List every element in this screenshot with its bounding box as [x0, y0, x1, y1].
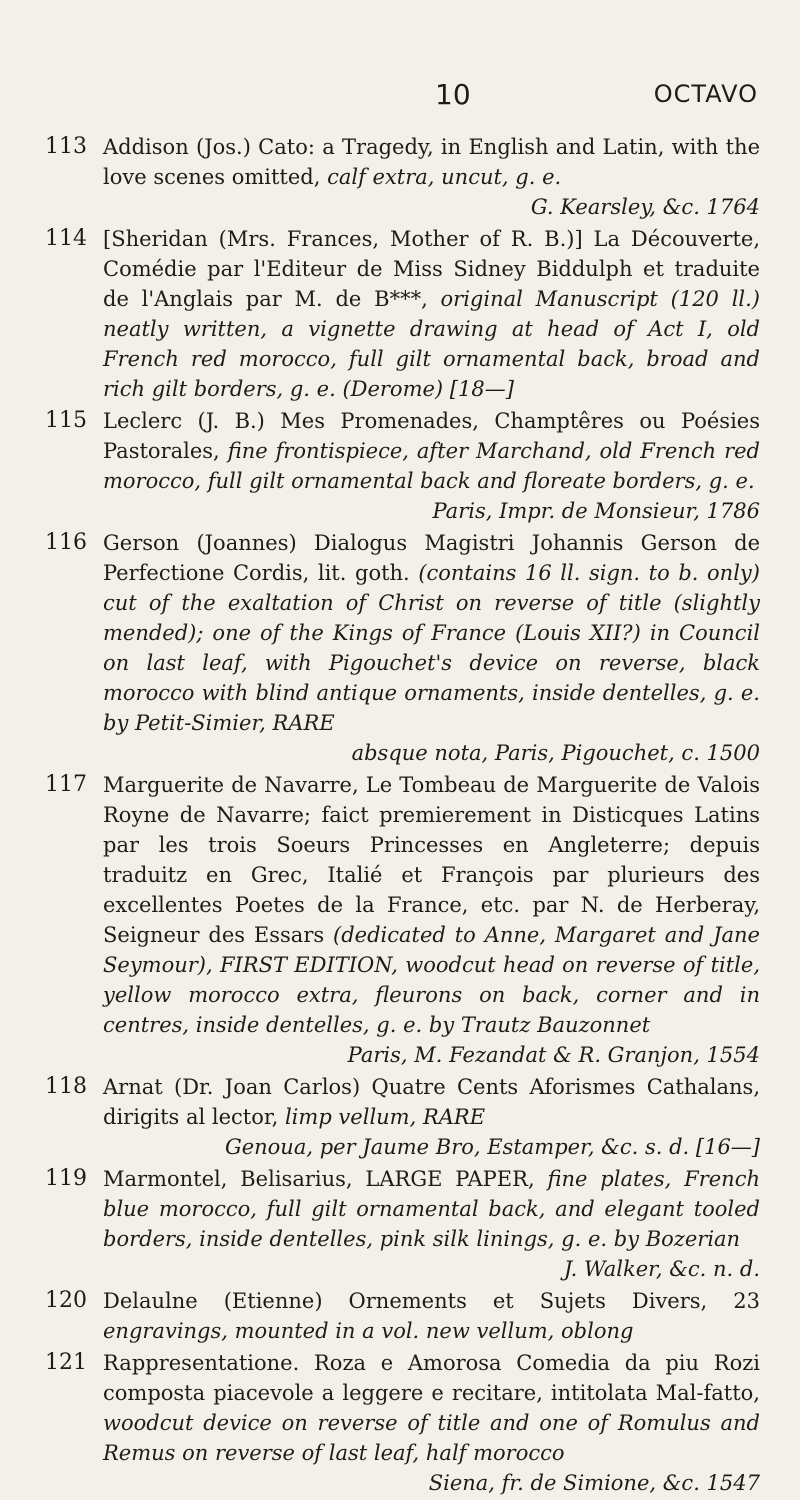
- lot-details: original Manuscript (120 ll.) neatly written, a vignette drawing at head of Act I, old French red morocco, full gilt ornamental back, broad and rich gilt borders, g. e. (Derome) [18—]: [103, 287, 760, 401]
- lot-description: [103, 224, 760, 404]
- lot-details: fine plates, French blue morocco, full gilt ornamental back, and elegant tooled borders, inside dentelles, pink silk linings, g. e. by Bozerian: [103, 1167, 760, 1251]
- lot-title: Marmontel, Belisarius, LARGE PAPER,: [103, 1167, 535, 1191]
- lot-description: [103, 406, 760, 496]
- lot-title: Arnat (Dr. Joan Carlos) Quatre Cents Aforismes Cathalans, dirigits al lector,: [103, 1075, 760, 1129]
- lot-title: Gerson (Joannes) Dialogus Magistri Johannis Gerson de Perfectione Cordis, lit. goth.: [103, 531, 760, 585]
- lot-title: Marguerite de Navarre, Le Tombeau de Marguerite de Valois Royne de Navarre; faict premierement in Disticques Latins par les trois Soeurs Princesses en Angleterre; depuis traduitz en Grec, Italié et François par plurieurs des excellentes Poetes de la France, etc. par N. de Herberay, Seigneur des Essars: [103, 773, 760, 947]
- lot-details: (contains 16 ll. sign. to b. only) cut of the exaltation of Christ on reverse of title (slightly mended); one of the Kings of France (Louis XII?) in Council on last leaf, with Pigouchet's device on reverse, black morocco with blind antique ornaments, inside dentelles, g. e. by Petit-Simier, RARE: [103, 561, 760, 735]
- lot-title: Addison (Jos.) Cato: a Tragedy, in English and Latin, with the love scenes omitted,: [103, 135, 760, 189]
- lot-imprint: G. Kearsley, &c. 1764: [530, 195, 760, 219]
- lot-description: [103, 1164, 760, 1254]
- lot-details: limp vellum, RARE: [284, 1105, 486, 1129]
- lot-number: 118: [45, 1074, 87, 1099]
- page-number: 10: [435, 78, 471, 111]
- lot-imprint: Siena, fr. de Simione, &c. 1547: [428, 1471, 760, 1495]
- section-title: OCTAVO: [653, 80, 758, 108]
- lot-entry-114: [0, 224, 800, 404]
- lot-number: 113: [45, 134, 87, 159]
- lot-number: 117: [45, 772, 87, 797]
- lot-imprint: J. Walker, &c. n. d.: [563, 1257, 760, 1281]
- lot-description: [103, 528, 760, 738]
- lot-entry-115: [0, 406, 800, 526]
- lot-number: 115: [45, 408, 87, 433]
- lot-entry-118: [0, 1072, 800, 1162]
- lot-entry-113: [0, 132, 800, 222]
- lot-number: 120: [45, 1288, 87, 1313]
- lot-details: fine frontispiece, after Marchand, old French red morocco, full gilt ornamental back and floreate borders, g. e.: [103, 439, 760, 493]
- lot-details: calf extra, uncut, g. e.: [327, 165, 562, 189]
- lot-title: Rappresentatione. Roza e Amorosa Comedia da piu Rozi composta piacevole a leggere e recitare, intitolata Mal-fatto,: [103, 1351, 760, 1405]
- lot-entry-119: [0, 1164, 800, 1284]
- lot-details: (dedicated to Anne, Margaret and Jane Seymour), FIRST EDITION, woodcut head on reverse of title, yellow morocco extra, fleurons on back, corner and in centres, inside dentelles, g. e. by Trautz Bauzonnet: [103, 923, 760, 1037]
- lot-number: 116: [45, 530, 87, 555]
- lot-description: [103, 1286, 760, 1346]
- lot-description: [103, 770, 760, 1040]
- lot-entry-120: [0, 1286, 800, 1346]
- lot-details: woodcut device on reverse of title and one of Romulus and Remus on reverse of last leaf, half morocco: [103, 1411, 760, 1465]
- lot-description: [103, 132, 760, 192]
- lot-description: [103, 1072, 760, 1132]
- lot-imprint: Paris, Impr. de Monsieur, 1786: [432, 499, 760, 523]
- lot-number: 114: [45, 226, 87, 251]
- lot-number: 121: [45, 1350, 87, 1375]
- lot-entry-121: [0, 1348, 800, 1498]
- lot-description: [103, 1348, 760, 1468]
- lot-list: [0, 132, 800, 1500]
- lot-title: Leclerc (J. B.) Mes Promenades, Champtêres ou Poésies Pastorales,: [103, 409, 760, 463]
- lot-entry-116: [0, 528, 800, 768]
- lot-details: engravings, mounted in a vol. new vellum, oblong: [103, 1319, 634, 1343]
- lot-imprint: Genoua, per Jaume Bro, Estamper, &c. s. d. [16—]: [224, 1135, 760, 1159]
- lot-title: [Sheridan (Mrs. Frances, Mother of R. B.)] La Découverte, Comédie par l'Editeur de Miss Sidney Biddulph et traduite de l'Anglais par M. de B***,: [103, 227, 760, 311]
- lot-number: 119: [45, 1166, 87, 1191]
- page-header: [0, 78, 800, 118]
- lot-entry-117: [0, 770, 800, 1070]
- lot-title: Delaulne (Etienne) Ornements et Sujets Divers, 23: [103, 1289, 760, 1313]
- lot-imprint: absque nota, Paris, Pigouchet, c. 1500: [351, 741, 760, 765]
- lot-imprint: Paris, M. Fezandat & R. Granjon, 1554: [347, 1043, 760, 1067]
